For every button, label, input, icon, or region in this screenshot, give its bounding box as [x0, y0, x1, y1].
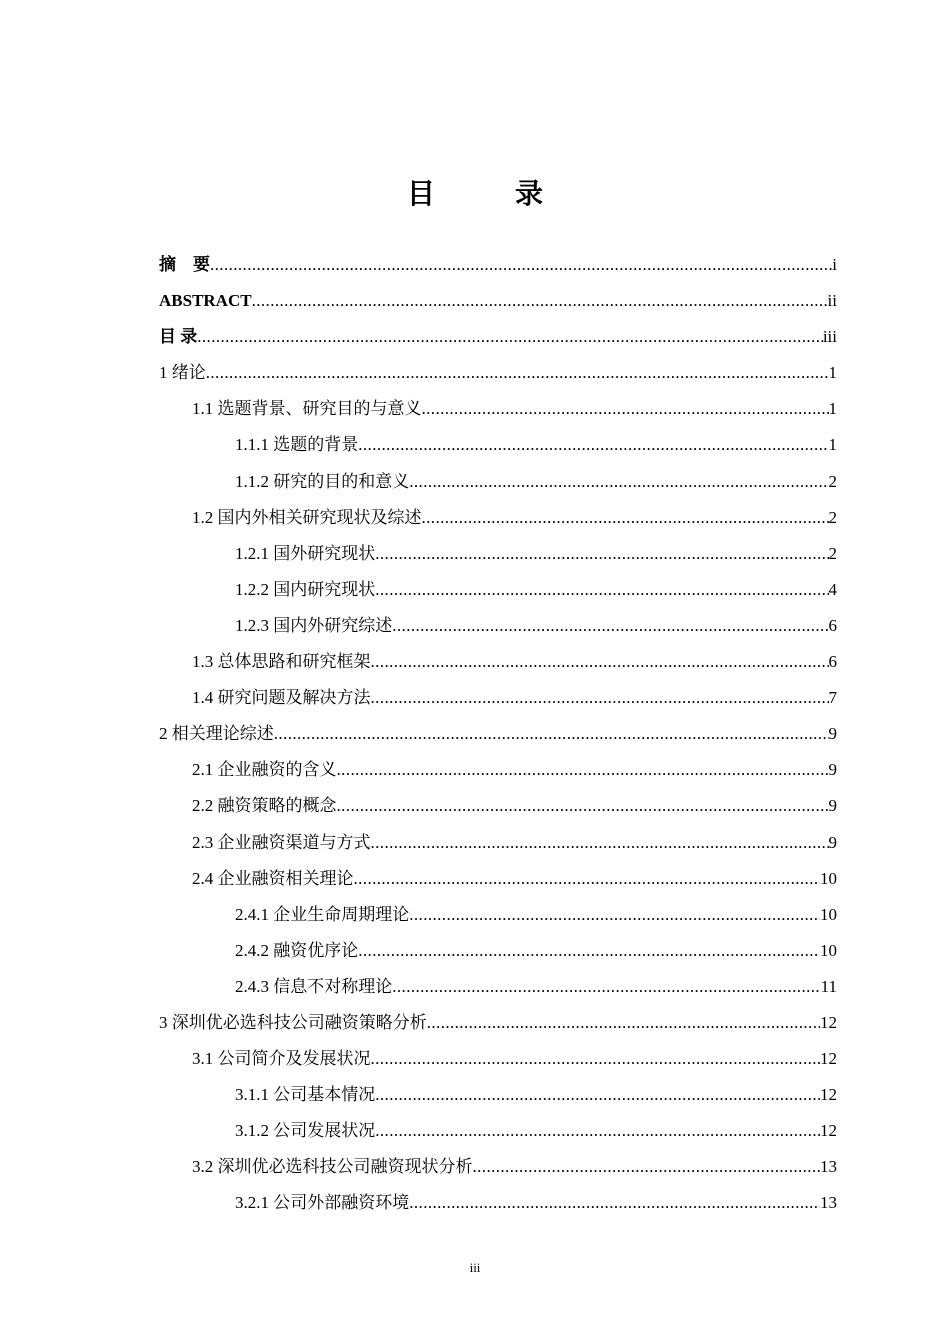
toc-entry-label: 1.3 总体思路和研究框架 — [192, 652, 371, 672]
toc-dot-leader — [409, 897, 820, 933]
toc-entry-page: 12 — [820, 1049, 837, 1069]
toc-entry-label: 3.1.2 公司发展状况 — [235, 1121, 376, 1141]
toc-dot-leader — [337, 752, 829, 788]
toc-entry[interactable] — [159, 391, 837, 427]
toc-entry-label: 1.4 研究问题及解决方法 — [192, 688, 371, 708]
toc-entry-page: 10 — [820, 868, 837, 888]
toc-entry-label: 1.2.3 国内外研究综述 — [235, 615, 393, 635]
toc-entry[interactable] — [159, 788, 837, 824]
toc-entry[interactable] — [159, 861, 837, 897]
toc-entry-page: 10 — [820, 904, 837, 924]
toc-entry-page: 2 — [828, 507, 837, 527]
toc-dot-leader — [392, 608, 828, 644]
toc-dot-leader — [337, 788, 829, 824]
toc-entry-label: 3.2.1 公司外部融资环境 — [235, 1193, 410, 1213]
toc-entry-label: ABSTRACT — [159, 291, 252, 311]
toc-dot-leader — [354, 861, 821, 897]
toc-entry-page: 9 — [828, 724, 837, 744]
toc-entry-page: 1 — [828, 363, 837, 383]
toc-entry-page: 6 — [828, 615, 837, 635]
toc-entry-label: 3.1.1 公司基本情况 — [235, 1085, 376, 1105]
toc-entry[interactable] — [159, 752, 837, 788]
toc-entry-page: ii — [827, 291, 837, 311]
toc-entry-label: 1.2 国内外相关研究现状及综述 — [192, 507, 422, 527]
page-number: iii — [469, 1260, 481, 1275]
toc-entry-label: 1.2.1 国外研究现状 — [235, 543, 376, 563]
toc-entry-label: 3.1 公司简介及发展状况 — [192, 1049, 371, 1069]
toc-dot-leader — [371, 644, 829, 680]
toc-entry[interactable] — [159, 319, 837, 355]
toc-dot-leader — [206, 355, 829, 391]
toc-entry[interactable] — [159, 933, 837, 969]
toc-dot-leader — [375, 1113, 820, 1149]
toc-entry-label: 摘 要 — [159, 255, 210, 274]
toc-entry-page: i — [832, 255, 837, 274]
toc-dot-leader — [422, 500, 829, 536]
toc-entry[interactable] — [159, 427, 837, 463]
toc-entry[interactable] — [159, 464, 837, 500]
toc-entry-page: 7 — [828, 688, 837, 708]
toc-entry[interactable] — [159, 1041, 837, 1077]
toc-entry[interactable] — [159, 969, 837, 1005]
toc-dot-leader — [422, 391, 829, 427]
toc-entry-page: 4 — [828, 579, 837, 599]
toc-dot-leader — [409, 464, 828, 500]
toc-entry-label: 1 绪论 — [159, 363, 206, 383]
toc-entry[interactable] — [159, 572, 837, 608]
toc-entry[interactable] — [159, 1005, 837, 1041]
toc-entry-page: 11 — [820, 976, 837, 996]
toc-dot-leader — [371, 825, 829, 861]
toc-entry-page: 13 — [820, 1157, 837, 1177]
toc-entry[interactable] — [159, 644, 837, 680]
toc-entry-label: 3.2 深圳优必选科技公司融资现状分析 — [192, 1157, 473, 1177]
toc-entry-page: 2 — [828, 543, 837, 563]
toc-entry-page: 9 — [828, 832, 837, 852]
toc-entry[interactable] — [159, 500, 837, 536]
toc-entry[interactable] — [159, 355, 837, 391]
toc-dot-leader — [375, 572, 828, 608]
toc-entry-page: iii — [822, 327, 837, 347]
toc-dot-leader — [358, 933, 820, 969]
toc-entry[interactable] — [159, 1077, 837, 1113]
toc-entry[interactable] — [159, 680, 837, 716]
toc-entry-page: 1 — [828, 435, 837, 455]
toc-entry-label: 2.4.2 融资优序论 — [235, 940, 359, 960]
toc-entry[interactable] — [159, 1149, 837, 1185]
toc-entry-label: 3 深圳优必选科技公司融资策略分析 — [159, 1012, 427, 1032]
toc-dot-leader — [358, 427, 828, 463]
toc-dot-leader — [210, 247, 832, 283]
toc-entry-label: 2.4.1 企业生命周期理论 — [235, 904, 410, 924]
toc-dot-leader — [409, 1185, 820, 1221]
toc-entry[interactable] — [159, 283, 837, 319]
toc-entry-page: 12 — [820, 1085, 837, 1105]
toc-entry-page: 9 — [828, 760, 837, 780]
toc-entry[interactable] — [159, 1113, 837, 1149]
toc-entry-page: 1 — [828, 399, 837, 419]
toc-entry-label: 1.1.2 研究的目的和意义 — [235, 471, 410, 491]
toc-entry-label: 1.2.2 国内研究现状 — [235, 579, 376, 599]
toc-entry-page: 12 — [820, 1121, 837, 1141]
toc-entry-label: 2.3 企业融资渠道与方式 — [192, 832, 371, 852]
toc-dot-leader — [274, 716, 829, 752]
table-of-contents — [159, 247, 837, 1222]
toc-entry-label: 2.4.3 信息不对称理论 — [235, 976, 393, 996]
toc-entry-label: 2.4 企业融资相关理论 — [192, 868, 354, 888]
toc-dot-leader — [392, 969, 820, 1005]
page-title: 目 录 — [406, 179, 569, 210]
toc-entry[interactable] — [159, 536, 837, 572]
toc-entry-label: 2.1 企业融资的含义 — [192, 760, 337, 780]
toc-dot-leader — [375, 536, 828, 572]
toc-dot-leader — [197, 319, 823, 355]
toc-dot-leader — [375, 1077, 820, 1113]
toc-entry-page: 13 — [820, 1193, 837, 1213]
toc-dot-leader — [371, 1041, 821, 1077]
toc-entry[interactable] — [159, 897, 837, 933]
toc-entry[interactable] — [159, 247, 837, 283]
toc-entry-label: 目 录 — [159, 327, 198, 347]
toc-entry-page: 10 — [820, 940, 837, 960]
toc-entry-label: 2.2 融资策略的概念 — [192, 796, 337, 816]
toc-entry-page: 6 — [828, 652, 837, 672]
toc-entry[interactable] — [159, 716, 837, 752]
toc-dot-leader — [427, 1005, 820, 1041]
toc-entry[interactable] — [159, 1185, 837, 1221]
toc-entry-label: 1.1 选题背景、研究目的与意义 — [192, 399, 422, 419]
toc-dot-leader — [473, 1149, 821, 1185]
toc-entry[interactable] — [159, 825, 837, 861]
toc-entry-page: 12 — [820, 1012, 837, 1032]
toc-dot-leader — [252, 283, 828, 319]
toc-entry-label: 2 相关理论综述 — [159, 724, 274, 744]
toc-entry-label: 1.1.1 选题的背景 — [235, 435, 359, 455]
toc-entry-page: 9 — [828, 796, 837, 816]
toc-entry-page: 2 — [828, 471, 837, 491]
toc-entry[interactable] — [159, 608, 837, 644]
toc-dot-leader — [371, 680, 829, 716]
